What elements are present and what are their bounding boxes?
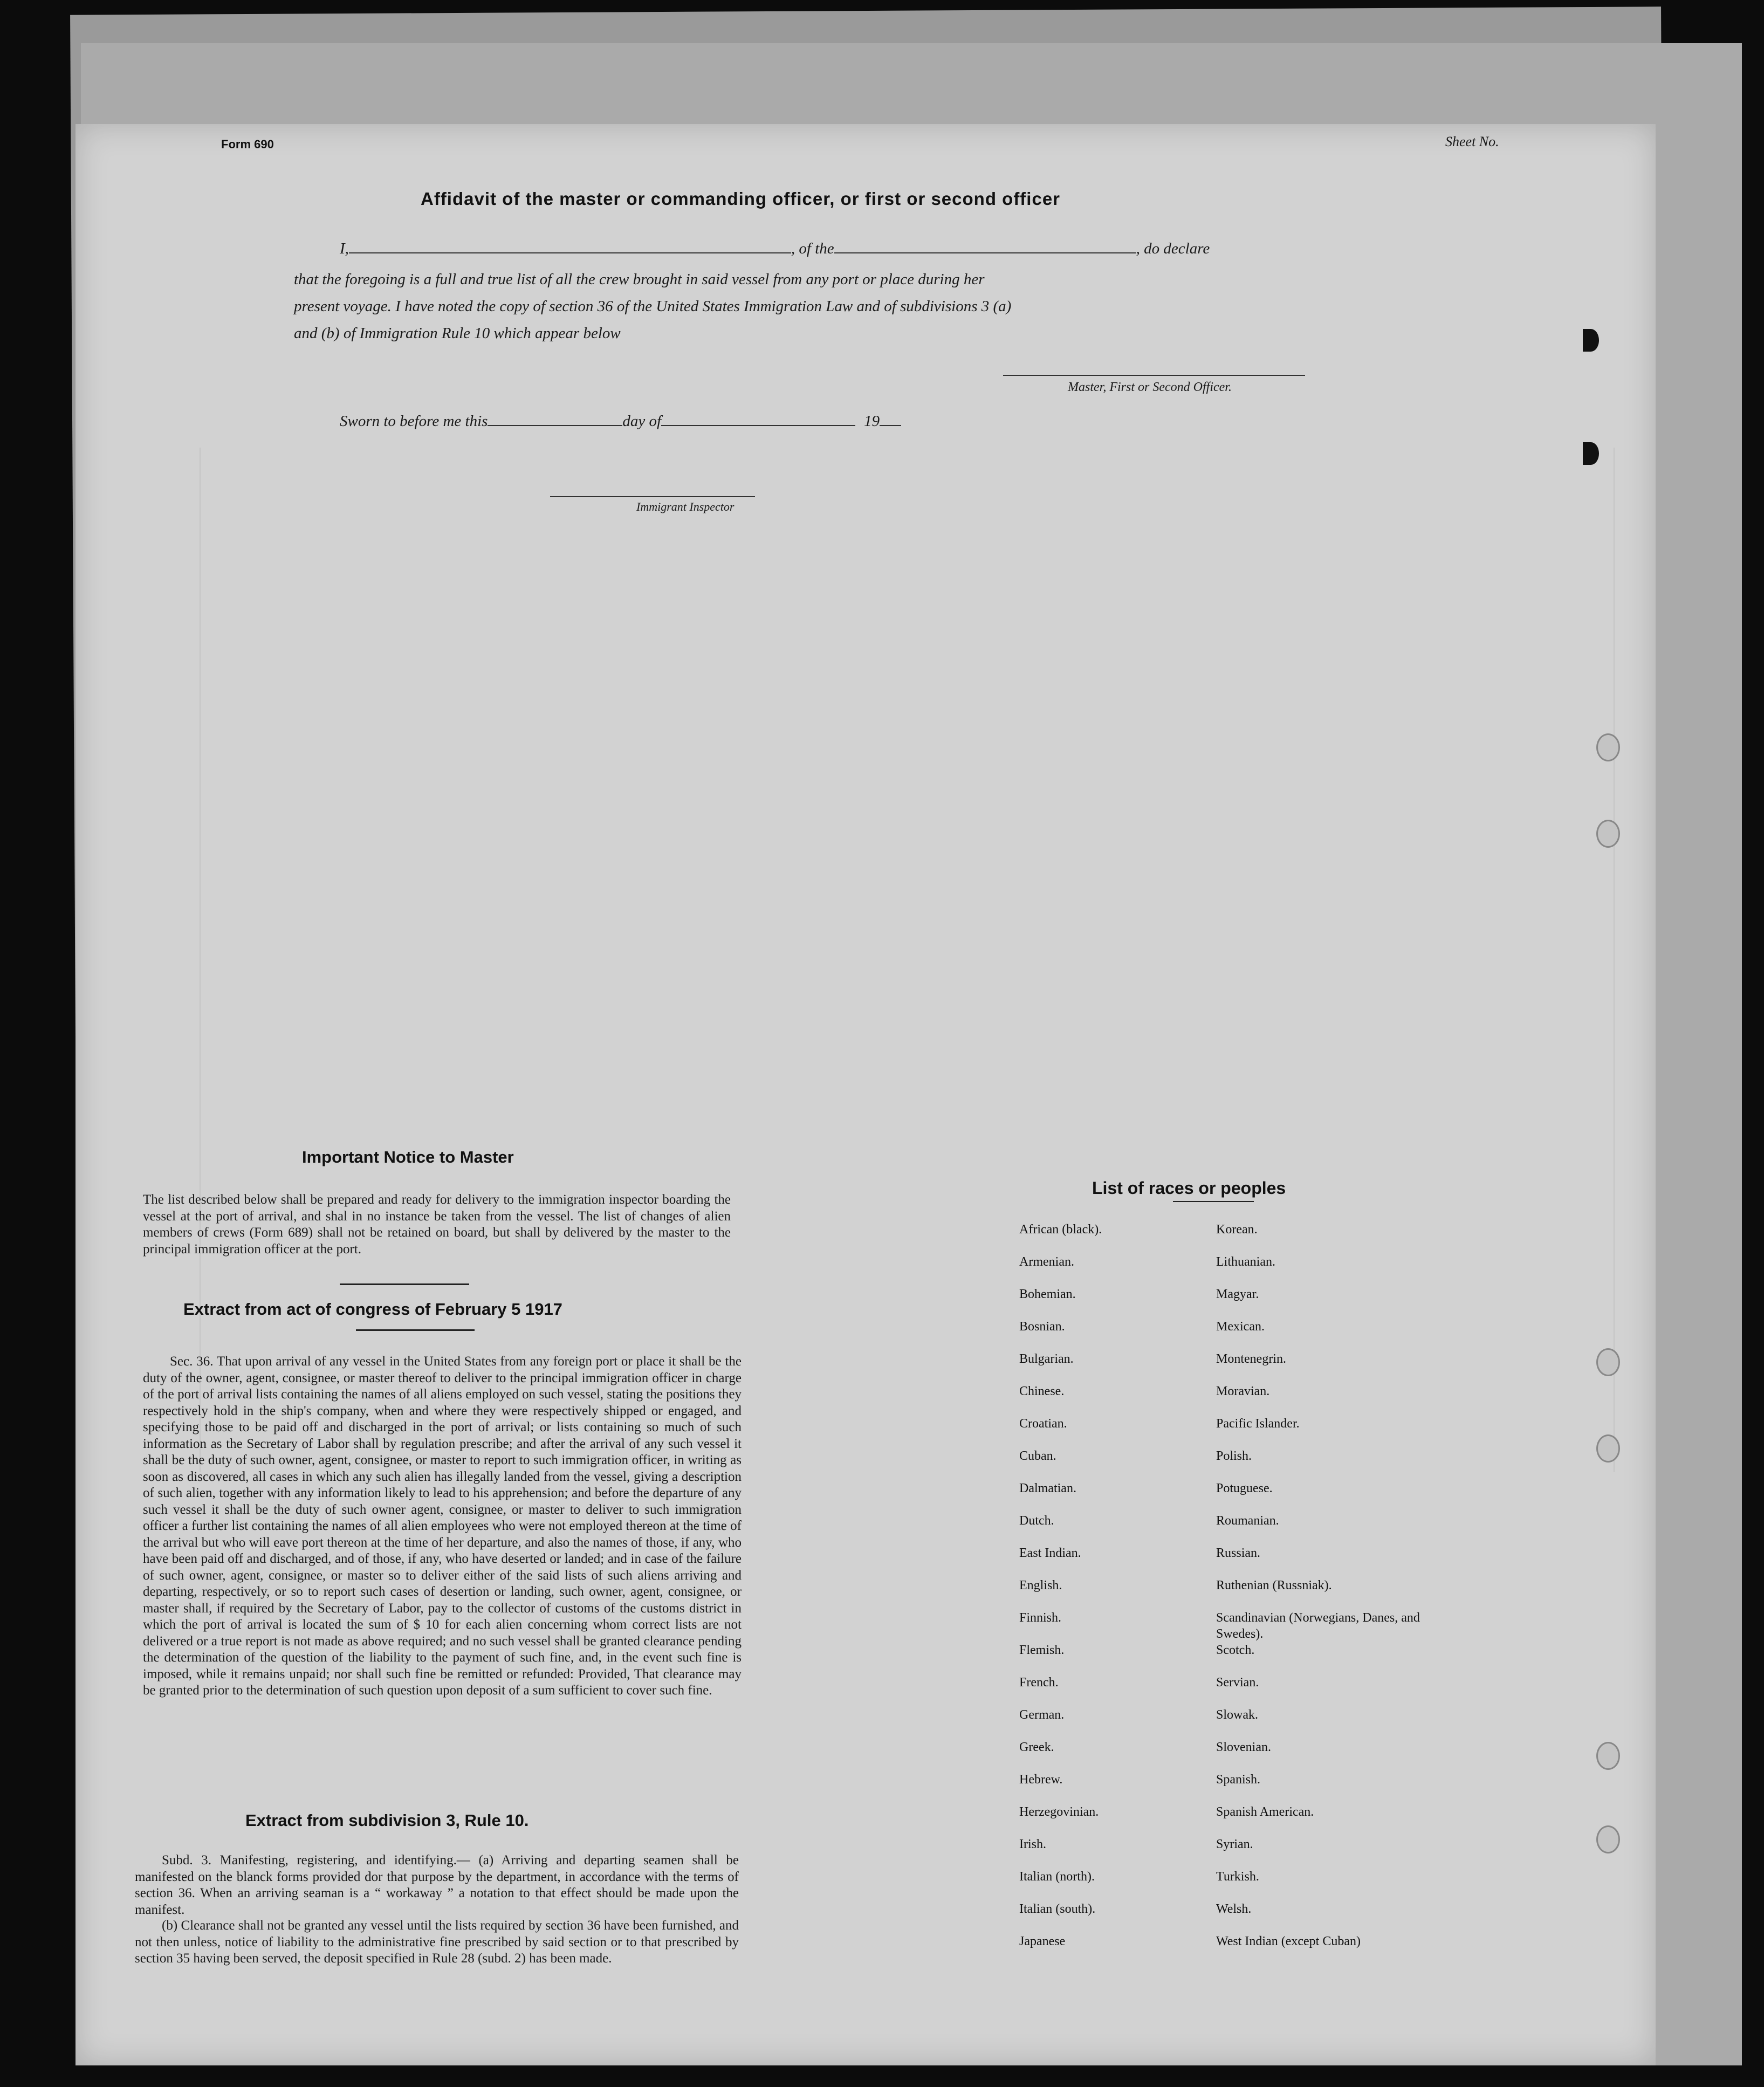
race-item: Bulgarian. — [1019, 1352, 1074, 1366]
race-item: Italian (north). — [1019, 1870, 1095, 1884]
sworn-day-field[interactable] — [488, 425, 622, 426]
races-title-underline — [1173, 1201, 1254, 1202]
race-item: West Indian (except Cuban) — [1216, 1934, 1361, 1948]
race-item: Roumanian. — [1216, 1514, 1279, 1528]
race-item: Russian. — [1216, 1546, 1261, 1560]
race-item: Italian (south). — [1019, 1902, 1096, 1916]
race-item: Slovenian. — [1216, 1740, 1271, 1754]
binder-hole — [1596, 1348, 1620, 1376]
affidavit-declare-label: , do declare — [1136, 240, 1210, 257]
affidavit-title: Affidavit of the master or commanding officer, or first or second officer — [421, 189, 1061, 209]
race-item: Syrian. — [1216, 1837, 1253, 1851]
sworn-year-field[interactable] — [880, 425, 901, 426]
act-extract-title: Extract from act of congress of February 5 1917 — [183, 1300, 562, 1319]
rule-extract-title: Extract from subdivision 3, Rule 10. — [245, 1811, 529, 1830]
race-item: Dalmatian. — [1019, 1481, 1076, 1495]
race-item: Scotch. — [1216, 1643, 1255, 1657]
race-item: Welsh. — [1216, 1902, 1252, 1916]
race-item: Scandinavian (Norwegians, Danes, and Swedes). — [1216, 1611, 1420, 1641]
race-item: Mexican. — [1216, 1320, 1265, 1334]
race-item: Montenegrin. — [1216, 1352, 1286, 1366]
race-item: Finnish. — [1019, 1611, 1062, 1625]
affidavit-line-1 — [340, 240, 1364, 258]
race-item: Potuguese. — [1216, 1481, 1273, 1495]
race-item: Armenian. — [1019, 1255, 1074, 1269]
race-item: Spanish. — [1216, 1773, 1261, 1787]
race-item: Croatian. — [1019, 1417, 1067, 1431]
race-item: Korean. — [1216, 1223, 1258, 1237]
rule-10-subdivision-a: Subd. 3. Manifesting, registering, and identifying.— (a) Arriving and departing seamen shall be manifested on the blanck forms provided dor that purpose by the department, in accordance with the terms of section 36. When an arriving seaman is a “ workaway ” a notation to that effect should be made upon the manifest. — [135, 1853, 739, 1917]
binder-hole — [1596, 1825, 1620, 1853]
signature-label: Master, First or Second Officer. — [1068, 380, 1232, 394]
race-item: Magyar. — [1216, 1287, 1259, 1301]
race-item: Ruthenian (Russniak). — [1216, 1578, 1332, 1592]
binder-hole — [1596, 1434, 1620, 1463]
ring-mark — [1583, 329, 1599, 352]
race-item: Chinese. — [1019, 1384, 1065, 1398]
inspector-label: Immigrant Inspector — [636, 500, 735, 513]
affidavit-line-2: that the foregoing is a full and true list of all the crew brought in said vessel from any port or place during her — [294, 271, 985, 288]
race-item: Irish. — [1019, 1837, 1046, 1851]
race-item: Turkish. — [1216, 1870, 1259, 1884]
races-list-left — [1019, 1221, 1224, 1966]
form-number: Form 690 — [221, 138, 274, 151]
sworn-line — [340, 413, 901, 430]
race-item: African (black). — [1019, 1223, 1102, 1237]
section-36-text: Sec. 36. That upon arrival of any vessel in the United States from any foreign port or place it shall be the duty of the owner, agent, consignee, or master thereof to deliver to the principal immigration officer in charge of the port of arrival lists containing the names of all aliens employed on such vessel, stating the positions they respectively hold in the ship's company, when and where they were respectively shipped or engaged, and specifying those to be paid off and discharged in the port of arrival; or lists containing so much of such information as the Secretary of Labor shall by regulation prescribe; and after the arrival of any such vessel it shall be the duty of such owner, agent, consignee, or master to report to such immigration officer, in writing as soon as discovered, all cases in which any such alien has illegally landed from the vessel, giving a description of such alien, together with any information likely to lead to his apprehension; and before the departure of any such vessel it shall be the duty of such owner agent, consignee, or master to deliver to such immigration officer a further list containing the names of all alien employees who were not employed thereon at the time of the arrival but who will eave port thereon at the time of her departure, and also the names of those, if any, who have been paid off and discharged, and of those, if any, who have deserted or landed; and in case of the failure of such owner, agent, consignee, or master so to deliver either of the said lists of such aliens arriving and departing, respectively, or so to report such cases of desertion or landing, such owner, agent, consignee, or master shall, if required by the Secretary of Labor, pay to the collector of customs of the customs district in which the port of arrival is located the sum of $ 10 for each alien concerning whom correct lists are not delivered or a true report is not made as above required; and no such vessel shall be granted clearance pending the determination of the question of the liability to the payment of such fine, and, in the event such fine is imposed, while it remains unpaid; nor shall such fine be remitted or refunded: Provided, That clearance may be granted prior to the determination of such question upon deposit of a sum sufficient to cover such fine. — [143, 1354, 742, 1698]
divider — [356, 1329, 475, 1331]
master-name-field[interactable] — [349, 252, 791, 253]
race-item: Pacific Islander. — [1216, 1417, 1300, 1431]
race-item: Greek. — [1019, 1740, 1054, 1754]
race-item: Servian. — [1216, 1676, 1259, 1690]
races-title: List of races or peoples — [1092, 1178, 1286, 1198]
race-item: Moravian. — [1216, 1384, 1270, 1398]
affidavit-of-the-label: , of the — [791, 240, 834, 257]
race-item: Lithuanian. — [1216, 1255, 1275, 1269]
race-item: Spanish American. — [1216, 1805, 1314, 1819]
race-item: Flemish. — [1019, 1643, 1065, 1657]
binder-hole — [1596, 820, 1620, 848]
rule-10-subdivision-b: (b) Clearance shall not be granted any vessel until the lists required by section 36 have been furnished, and not then unless, notice of liability to the administrative fine prescribed by said section or to that prescribed by section 35 having been served, the deposit specified in Rule 28 (subd. 2) has been made. — [135, 1918, 739, 1966]
notice-title: Important Notice to Master — [302, 1148, 514, 1166]
binder-hole — [1596, 1742, 1620, 1770]
inspector-signature-line[interactable] — [550, 496, 755, 497]
signature-line[interactable] — [1003, 375, 1305, 376]
affidavit-line-3: present voyage. I have noted the copy of section 36 of the United States Immigration Law and of subdivisions 3 (a) — [294, 298, 1012, 315]
year-label: 19 — [864, 413, 880, 430]
race-item: English. — [1019, 1578, 1062, 1592]
binder-hole — [1596, 733, 1620, 761]
sworn-label: Sworn to before me this — [340, 413, 488, 430]
race-item: Bosnian. — [1019, 1320, 1065, 1334]
divider — [340, 1283, 469, 1285]
race-item: Cuban. — [1019, 1449, 1056, 1463]
race-item: Dutch. — [1019, 1514, 1054, 1528]
race-item: Bohemian. — [1019, 1287, 1076, 1301]
day-of-label: day of — [622, 413, 662, 430]
vessel-name-field[interactable] — [834, 252, 1136, 253]
race-item: East Indian. — [1019, 1546, 1081, 1560]
race-item: German. — [1019, 1708, 1065, 1722]
affidavit-i-label: I, — [340, 240, 349, 257]
race-item: Polish. — [1216, 1449, 1252, 1463]
race-item: French. — [1019, 1676, 1059, 1690]
races-list-right — [1216, 1221, 1421, 1966]
race-item: Slowak. — [1216, 1708, 1258, 1722]
race-item: Herzegovinian. — [1019, 1805, 1099, 1819]
sworn-month-field[interactable] — [661, 425, 855, 426]
notice-text: The list described below shall be prepared and ready for delivery to the immigration inspector boarding the vessel at the port of arrival, and shal in no instance be taken from the vessel. The list of changes of alien members of crews (Form 689) shall not be retained on board, but shall by delivered by the master to the principal immigration officer at the port. — [143, 1192, 731, 1257]
race-item: Japanese — [1019, 1934, 1066, 1948]
affidavit-line-4: and (b) of Immigration Rule 10 which appear below — [294, 325, 621, 342]
ring-mark — [1583, 442, 1599, 465]
sheet-number-label: Sheet No. — [1445, 134, 1499, 149]
race-item: Hebrew. — [1019, 1773, 1063, 1787]
document-page — [75, 124, 1656, 2065]
